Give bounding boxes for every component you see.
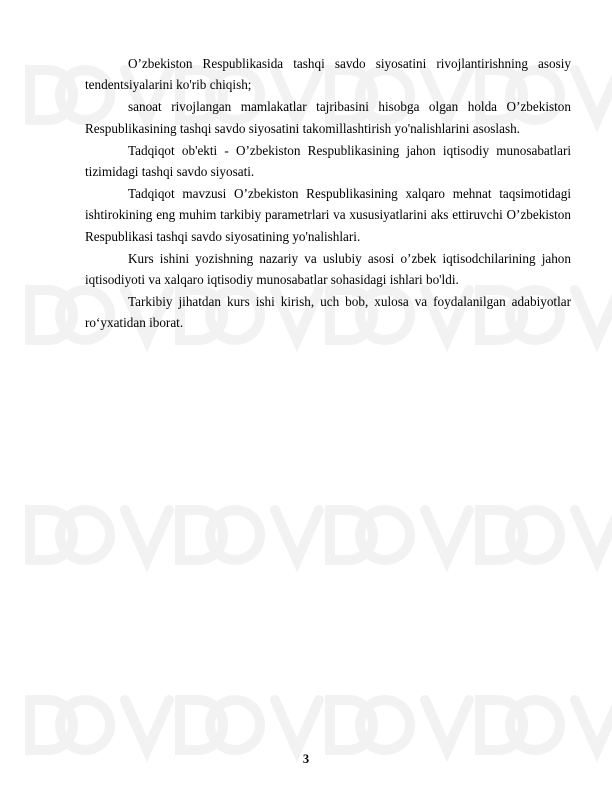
watermark-mark	[30, 510, 169, 560]
paragraph-research-subject: Tadqiqot mavzusi O’zbekiston Respublikasining xalqaro mehnat taqsimotidagi ishtirokining eng muhim tarkibiy parametrlari va xususiyatlarini aks ettiruvchi O’zbekiston Respublikasi tashqi savdo siyosatining yo'nalishlari.	[85, 186, 571, 244]
paragraph-objective-trends: O’zbekiston Respublikasida tashqi savdo siyosatini rivojlantirishning asosiy tendentsiyalarini ko'rib chiqish;	[85, 56, 571, 93]
page-number: 3	[302, 752, 310, 766]
watermark-mark	[180, 510, 319, 560]
paragraph-objective-directions: sanoat rivojlangan mamlakatlar tajribasini hisobga olgan holda O’zbekiston Respublikasining tashqi savdo siyosatini takomillashtirish yo'nalishlarini asoslash.	[85, 99, 571, 136]
paragraph-structure: Tarkibiy jihatdan kurs ishi kirish, uch bob, xulosa va foydalanilgan adabiyotlar ro‘yxatidan iborat.	[85, 294, 571, 331]
paragraph-research-object: Tadqiqot ob'ekti - O’zbekiston Respublikasining jahon iqtisodiy munosabatlari tizimidagi tashqi savdo siyosati.	[85, 142, 571, 180]
watermark-mark	[180, 700, 319, 750]
watermark-mark	[30, 700, 169, 750]
watermark-mark	[480, 700, 612, 750]
document-body	[85, 53, 571, 335]
watermark-mark	[330, 700, 469, 750]
watermark-mark	[330, 510, 469, 560]
paragraph-methodology: Kurs ishini yozishning nazariy va uslubiy asosi o’zbek iqtisodchilarining jahon iqtisodiyoti va xalqaro iqtisodiy munosabatlar sohasidagi ishlari bo'ldi.	[85, 250, 571, 288]
watermark-mark	[480, 510, 612, 560]
